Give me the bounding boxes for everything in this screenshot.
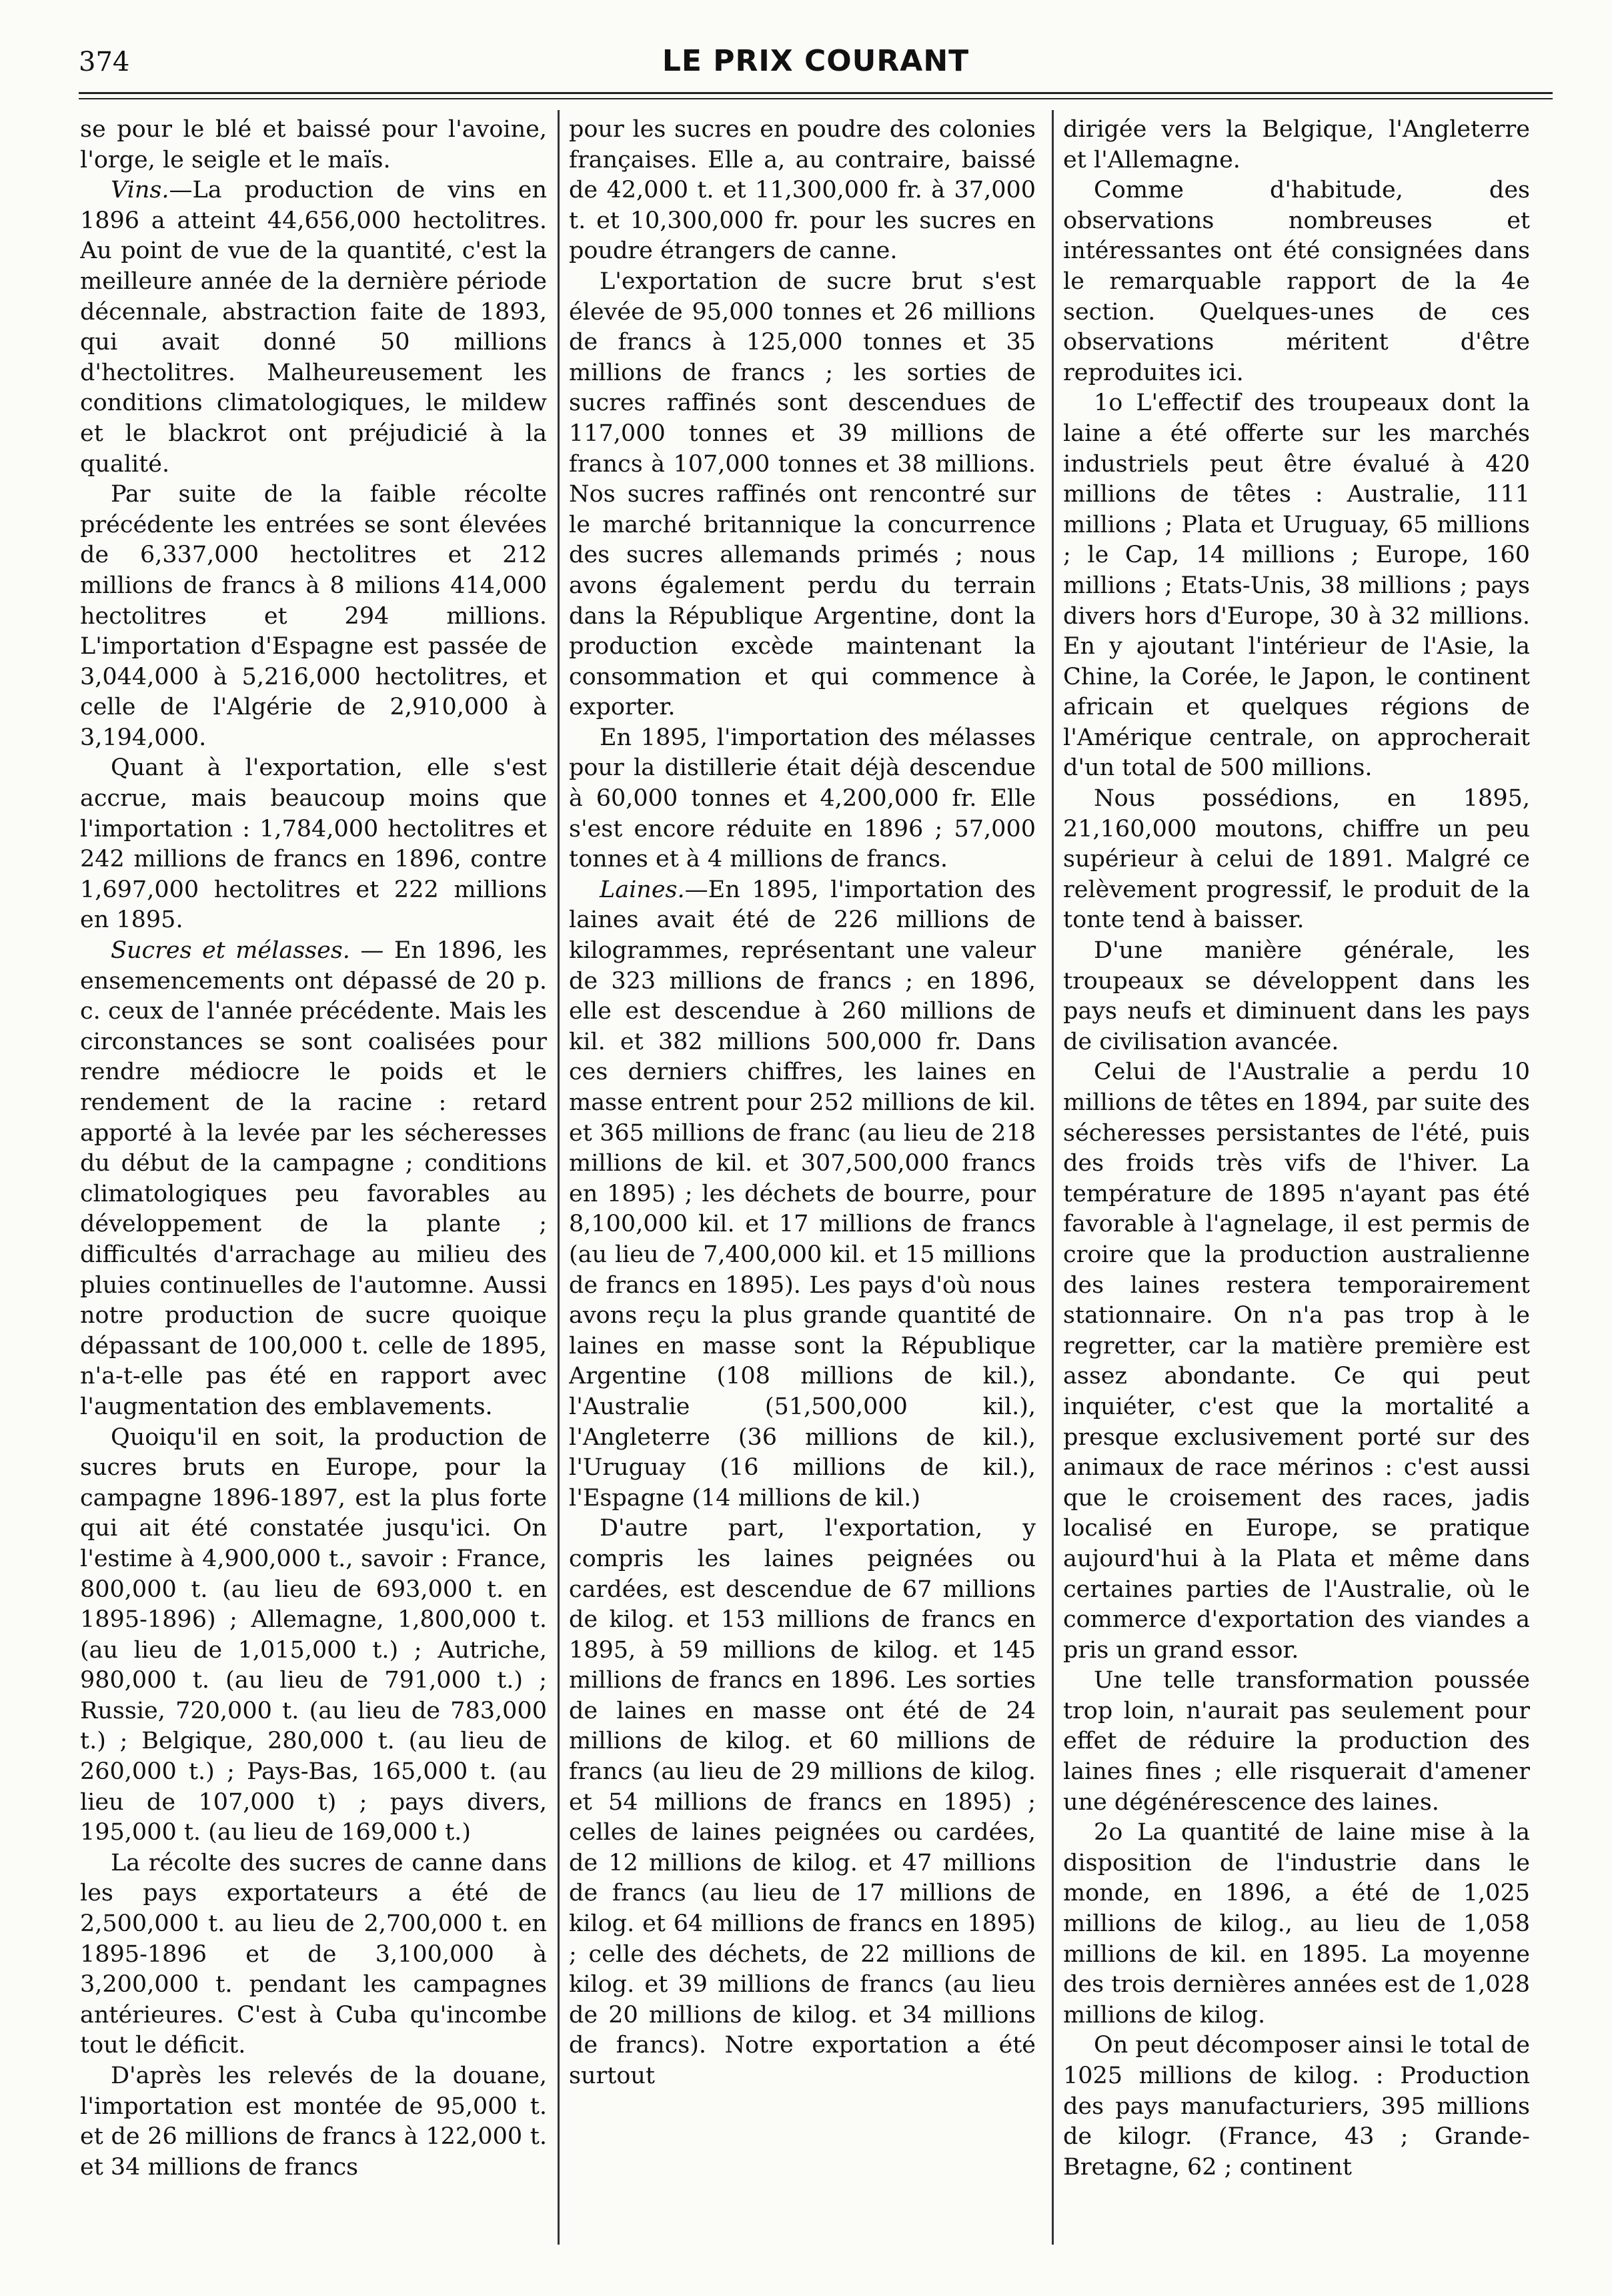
paragraph-text: En 1895, l'importation des mélasses pour la distillerie était déjà descendue à 60,000 tonnes et 4,200,000 fr. Elle s'est encore réduite en 1896 ; 57,000 tonnes et à 4 millions de francs. [569,724,1036,873]
paragraph-text: D'après les relevés de la douane, l'importation est montée de 95,000 t. et de 26 millions de francs à 122,000 t. et 34 millions de francs [80,2063,547,2181]
article-paragraph [569,1514,1036,2091]
article-paragraph [569,875,1036,1514]
paragraph-text: dirigée vers la Belgique, l'Angleterre et l'Allemagne. [1063,116,1530,173]
article-paragraph [80,753,547,936]
article-paragraph [1063,175,1530,388]
page-title: LE PRIX COURANT [662,44,970,78]
page-number: 374 [79,47,130,77]
paragraph-text: — En 1896, les ensemencements ont dépassé de 20 p. c. ceux de l'année précédente. Mais les circonstances se sont coalisées pour rendre médiocre le poids et le rendement de la racine : retard apporté à la levée par les sécheresses du début de la campagne ; conditions climatologiques peu favorables au développement de la plante ; difficultés d'arrachage au milieu des pluies continuelles de l'automne. Aussi notre production de sucre quoique dépassant de 100,000 t. celle de 1895, n'a-t-elle pas été en rapport avec l'augmentation des emblavements. [80,937,547,1420]
paragraph-text: Quant à l'exportation, elle s'est accrue, mais beaucoup moins que l'importation : 1,784,000 hectolitres et 242 millions de francs en 1896, contre 1,697,000 hectolitres et 222 millions en 1895. [80,754,547,934]
paragraph-text: Quoiqu'il en soit, la production de sucres bruts en Europe, pour la campagne 1896-1897, est la plus forte qui ait été constatée jusqu'ici. On l'estime à 4,900,000 t., savoir : France, 800,000 t. (au lieu de 693,000 t. en 1895-1896) ; Allemagne, 1,800,000 t. (au lieu de 1,015,000 t.) ; Autriche, 980,000 t. (au lieu de 791,000 t.) ; Russie, 720,000 t. (au lieu de 783,000 t.) ; Belgique, 280,000 t. (au lieu de 260,000 t.) ; Pays-Bas, 165,000 t. (au lieu de 107,000 t) ; pays divers, 195,000 t. (au lieu de 169,000 t.) [80,1423,547,1846]
article-paragraph [80,1423,547,1848]
paragraph-text: Une telle transformation poussée trop loin, n'aurait pas seulement pour effet de réduire la production des laines fines ; elle risquerait d'amener une dégénérescence des laines. [1063,1667,1530,1816]
paragraph-text: —En 1895, l'importation des laines avait été de 226 millions de kilogrammes, représentant une valeur de 323 millions de francs ; en 1896, elle est descendue à 260 millions de kil. et 382 millions 500,000 fr. Dans ces derniers chiffres, les laines en masse entrent pour 252 millions de kil. et 365 millions de franc (au lieu de 218 millions de kil. et 307,500,000 francs en 1895) ; les déchets de bourre, pour 8,100,000 kil. et 17 millions de francs (au lieu de 7,400,000 kil. et 15 millions de francs en 1895). Les pays d'où nous avons reçu la plus grande quantité de laines en masse sont la République Argentine (108 millions de kil.), l'Australie (51,500,000 kil.), l'Angleterre (36 millions de kil.), l'Uruguay (16 millions de kil.), l'Espagne (14 millions de kil.) [569,876,1036,1512]
article-paragraph [80,175,547,480]
paragraph-text: D'autre part, l'exportation, y compris les laines peignées ou cardées, est descendue de 67 millions de kilog. et 153 millions de francs en 1895, à 59 millions de kilog. et 145 millions de francs en 1896. Les sorties de laines en masse ont été de 24 millions de kilog. et 60 millions de francs (au lieu de 29 millions de kilog. et 54 millions de francs en 1895) ; celles de laines peignées ou cardées, de 12 millions de kilog. et 47 millions de francs (au lieu de 17 millions de kilog. et 64 millions de francs en 1895) ; celle des déchets, de 22 millions de kilog. et 39 millions de francs (au lieu de 20 millions de kilog. et 34 millions de francs). Notre exportation a été surtout [569,1515,1036,2089]
page-header [79,41,1553,88]
article-paragraph [1063,1057,1530,1666]
article-paragraph [1063,1666,1530,1818]
paragraph-text: Nous possédions, en 1895, 21,160,000 moutons, chiffre un peu supérieur à celui de 1891. Malgré ce relèvement progressif, le produit de la tonte tend à baisser. [1063,785,1530,934]
article-paragraph [80,2061,547,2183]
paragraph-text: L'exportation de sucre brut s'est élevée de 95,000 tonnes et 26 millions de francs à 125,000 tonnes et 35 millions de francs ; les sorties de sucres raffinés sont descendues de 117,000 tonnes et 39 millions de francs à 107,000 tonnes et 38 millions. Nos sucres raffinés ont rencontré sur le marché britannique la concurrence des sucres allemands primés ; nous avons également perdu du terrain dans la République Argentine, dont la production excède maintenant la consommation et qui commence à exporter. [569,267,1036,721]
paragraph-text: se pour le blé et baissé pour l'avoine, l'orge, le seigle et le maïs. [80,116,547,173]
article-paragraph [80,115,547,175]
column-2 [569,115,1036,2249]
article-paragraph [1063,388,1530,784]
paragraph-text: Celui de l'Australie a perdu 10 millions de têtes en 1894, par suite des sécheresses persistantes de l'été, puis des froids très vifs de l'hiver. La température de 1895 n'ayant pas été favorable à l'agnelage, il est permis de croire que la production australienne des laines restera temporairement stationnaire. On n'a pas trop à le regretter, car la matière première est assez abondante. Ce qui peut inquiéter, c'est que la mortalité a presque exclusivement porté sur des animaux de race mérinos : c'est aussi que le croisement des races, jadis localisé en Europe, se pratique aujourd'hui à la Plata et même dans certaines parties de l'Australie, où le commerce d'exportation des viandes a pris un grand essor. [1063,1059,1530,1664]
paragraph-text: 1o L'effectif des troupeaux dont la laine a été offerte sur les marchés industriels peut être évalué à 420 millions de têtes : Australie, 111 millions ; Plata et Uruguay, 65 millions ; le Cap, 14 millions ; Europe, 160 millions ; Etats-Unis, 38 millions ; pays divers hors d'Europe, 30 à 32 millions. En y ajoutant l'intérieur de l'Asie, la Chine, la Corée, le Japon, le continent africain et quelques régions de l'Amérique centrale, on approcherait d'un total de 500 millions. [1063,390,1530,782]
article-paragraph [1063,2031,1530,2183]
paragraph-text: Par suite de la faible récolte précédente les entrées se sont élevées de 6,337,000 hectolitres et 212 millions de francs à 8 milions 414,000 hectolitres et 294 millions. L'importation d'Espagne est passée de 3,044,000 à 5,216,000 hectolitres, et celle de l'Algérie de 2,910,000 à 3,194,000. [80,481,547,751]
article-paragraph [1063,1818,1530,2031]
column-divider-2 [1052,110,1054,2245]
section-heading: Vins. [111,177,169,204]
paragraph-text: On peut décomposer ainsi le total de 1025 millions de kilog. : Production des pays manufacturiers, 395 millions de kilogr. (France, 43 ; Grande-Bretagne, 62 ; continent [1063,2032,1530,2181]
article-paragraph [80,480,547,753]
section-heading: Sucres et mélasses. [111,937,350,965]
header-rule-top [79,92,1553,94]
paragraph-text: —La production de vins en 1896 a atteint 44,656,000 hectolitres. Au point de vue de la quantité, c'est la meilleure année de la dernière période décennale, abstraction faite de 1893, qui avait donné 50 millions d'hectolitres. Malheureusement les conditions climatologiques, le mildew et le blackrot ont préjudicié à la qualité. [80,177,547,478]
paragraph-text: 2o La quantité de laine mise à la disposition de l'industrie dans le monde, en 1896, a été de 1,025 millions de kilog., au lieu de 1,058 millions de kil. en 1895. La moyenne des trois dernières années est de 1,028 millions de kilog. [1063,1819,1530,2029]
paragraph-text: Comme d'habitude, des observations nombreuses et intéressantes ont été consignées dans le remarquable rapport de la 4e section. Quelques-unes de ces observations méritent d'être reproduites ici. [1063,177,1530,386]
article-paragraph [569,267,1036,723]
article-paragraph [569,115,1036,267]
article-paragraph [1063,936,1530,1057]
column-divider-1 [558,110,560,2245]
section-heading: Laines. [600,876,685,903]
article-paragraph [1063,784,1530,936]
column-1 [80,115,547,2249]
column-3 [1063,115,1530,2249]
paragraph-text: pour les sucres en poudre des colonies françaises. Elle a, au contraire, baissé de 42,000 t. et 11,300,000 fr. à 37,000 t. et 10,300,000 fr. pour les sucres en poudre étrangers de canne. [569,116,1036,265]
header-rule-bottom [79,98,1553,99]
article-paragraph [569,723,1036,875]
paragraph-text: La récolte des sucres de canne dans les pays exportateurs a été de 2,500,000 t. au lieu de 2,700,000 t. en 1895-1896 et de 3,100,000 à 3,200,000 t. pendant les campagnes antérieures. C'est à Cuba qu'incombe tout le déficit. [80,1849,547,2059]
article-paragraph [1063,115,1530,175]
article-paragraph [80,936,547,1423]
article-paragraph [80,1848,547,2061]
paragraph-text: D'une manière générale, les troupeaux se développent dans les pays neufs et diminuent dans les pays de civilisation avancée. [1063,937,1530,1055]
